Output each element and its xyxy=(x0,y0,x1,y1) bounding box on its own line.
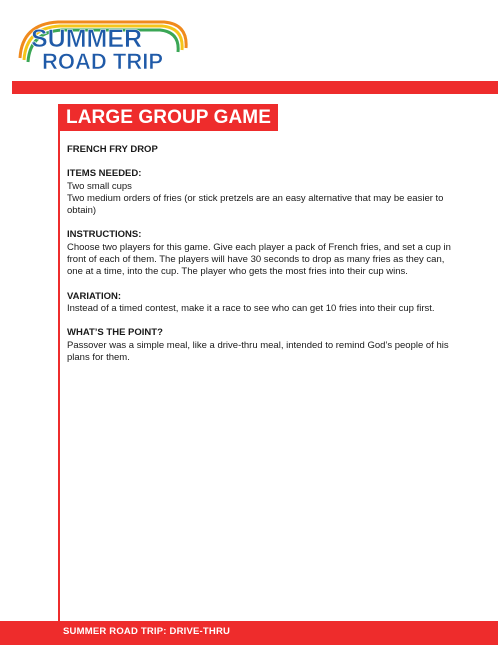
variation-heading: VARIATION: xyxy=(67,290,122,302)
footer-bar xyxy=(0,621,498,645)
instructions-section xyxy=(67,229,462,278)
main-content xyxy=(67,144,462,376)
instructions-text: Choose two players for this game. Give each player a pack of French fries, and set a cup in front of each of them. The players will have 30 seconds to drop as many fries as they can, one at a time, into the cup. The player who gets the most fries into their cup wins. xyxy=(67,241,451,278)
point-section xyxy=(67,327,462,364)
items-needed-line-1: Two small cups xyxy=(67,180,132,192)
logo-line2: ROAD TRIP xyxy=(42,49,163,74)
instructions-heading: INSTRUCTIONS: xyxy=(67,229,142,241)
section-title: LARGE GROUP GAME xyxy=(58,104,278,131)
header-red-bar xyxy=(12,81,498,94)
items-needed-line-2: Two medium orders of fries (or stick pretzels are an easy alternative that may be easier to obtain) xyxy=(67,192,444,217)
variation-text: Instead of a timed contest, make it a race to see who can get 10 fries into their cup first. xyxy=(67,302,435,314)
game-name: FRENCH FRY DROP xyxy=(67,144,158,155)
point-text: Passover was a simple meal, like a drive-thru meal, intended to remind God’s people of his plans for them. xyxy=(67,339,449,363)
point-heading: WHAT’S THE POINT? xyxy=(67,327,163,339)
variation-section xyxy=(67,291,462,316)
logo-line1: SUMMER xyxy=(31,25,143,53)
footer-text: SUMMER ROAD TRIP: DRIVE-THRU xyxy=(63,626,231,637)
items-needed-heading: ITEMS NEEDED: xyxy=(67,168,142,180)
summer-road-trip-logo xyxy=(14,14,192,74)
logo-graphic xyxy=(14,14,192,74)
left-margin-rule xyxy=(58,108,60,621)
items-needed-section xyxy=(67,168,462,217)
